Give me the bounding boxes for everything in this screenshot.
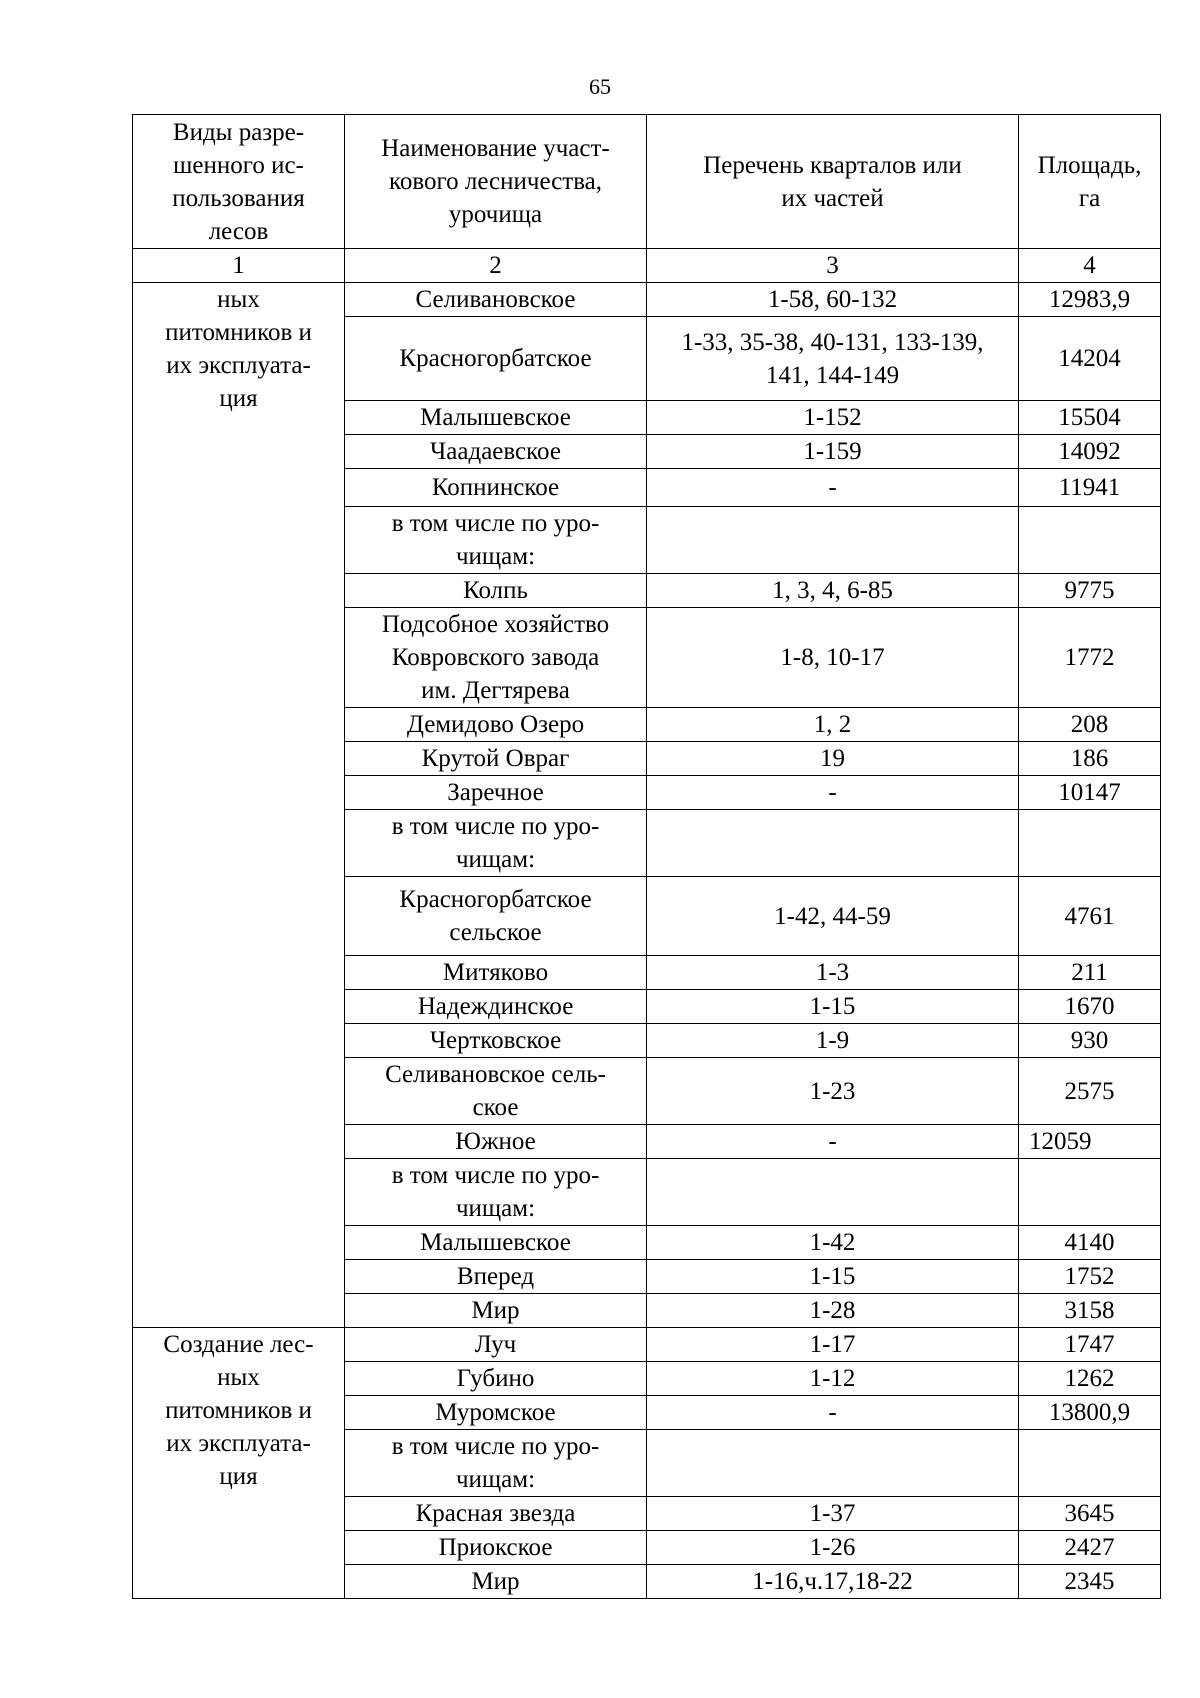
area-cell: 2575 [1019, 1058, 1161, 1125]
area-cell: 930 [1019, 1024, 1161, 1058]
forestry-name-cell: Заречное [345, 776, 647, 810]
column-number: 1 [133, 249, 345, 283]
area-cell: 12059 [1019, 1125, 1161, 1159]
quarters-cell [647, 507, 1019, 574]
area-cell: 13800,9 [1019, 1396, 1161, 1430]
quarters-cell: 1-3 [647, 956, 1019, 990]
forestry-name-cell: Надеждинское [345, 990, 647, 1024]
area-cell: 208 [1019, 708, 1161, 742]
area-cell: 14092 [1019, 435, 1161, 469]
forestry-name-cell: Луч [345, 1328, 647, 1362]
area-cell: 9775 [1019, 574, 1161, 608]
column-number: 3 [647, 249, 1019, 283]
quarters-cell: 1-9 [647, 1024, 1019, 1058]
area-cell: 211 [1019, 956, 1161, 990]
area-cell: 186 [1019, 742, 1161, 776]
area-cell: 4761 [1019, 877, 1161, 956]
forestry-name-cell: Малышевское [345, 1226, 647, 1260]
quarters-cell: 1-28 [647, 1294, 1019, 1328]
forestry-name-cell: Приокское [345, 1531, 647, 1565]
area-cell: 3645 [1019, 1497, 1161, 1531]
quarters-cell: 1, 3, 4, 6-85 [647, 574, 1019, 608]
area-cell: 3158 [1019, 1294, 1161, 1328]
forestry-name-cell: Чаадаевское [345, 435, 647, 469]
quarters-cell: 1-12 [647, 1362, 1019, 1396]
forestry-name-cell: Малышевское [345, 401, 647, 435]
forestry-name-cell: в том числе по уро- чищам: [345, 1159, 647, 1226]
forestry-name-cell: в том числе по уро- чищам: [345, 507, 647, 574]
area-cell: 12983,9 [1019, 283, 1161, 317]
forestry-name-cell: Чертковское [345, 1024, 647, 1058]
area-cell [1019, 810, 1161, 877]
area-cell: 1772 [1019, 608, 1161, 708]
forestry-name-cell: Мир [345, 1565, 647, 1599]
column-number: 4 [1019, 249, 1161, 283]
area-cell: 15504 [1019, 401, 1161, 435]
column-number: 2 [345, 249, 647, 283]
column-number-row [133, 249, 1161, 283]
area-cell [1019, 507, 1161, 574]
forestry-name-cell: Губино [345, 1362, 647, 1396]
quarters-cell: 1-33, 35-38, 40-131, 133-139, 141, 144-149 [647, 317, 1019, 401]
forestry-name-cell: Вперед [345, 1260, 647, 1294]
forestry-name-cell: Подсобное хозяйство Ковровского завода им. Дегтярева [345, 608, 647, 708]
quarters-cell: 19 [647, 742, 1019, 776]
area-cell [1019, 1159, 1161, 1226]
area-cell: 11941 [1019, 469, 1161, 507]
forestry-name-cell: Красногорбатское [345, 317, 647, 401]
forestry-name-cell: Муромское [345, 1396, 647, 1430]
quarters-cell [647, 1430, 1019, 1497]
quarters-cell: 1-58, 60-132 [647, 283, 1019, 317]
forestry-name-cell: Мир [345, 1294, 647, 1328]
quarters-cell: - [647, 469, 1019, 507]
area-cell: 1670 [1019, 990, 1161, 1024]
area-cell: 14204 [1019, 317, 1161, 401]
quarters-cell: 1-16,ч.17,18-22 [647, 1565, 1019, 1599]
quarters-cell: 1-159 [647, 435, 1019, 469]
quarters-cell: 1-8, 10-17 [647, 608, 1019, 708]
quarters-cell [647, 810, 1019, 877]
forestry-name-cell: Митяково [345, 956, 647, 990]
header-forestry-name: Наименование участ- кового лесничества, урочища [345, 115, 647, 249]
quarters-cell: 1-37 [647, 1497, 1019, 1531]
table-body [133, 115, 1161, 1599]
header-quarters-list: Перечень кварталов или их частей [647, 115, 1019, 249]
kind-of-use-cell: ных питомников и их эксплуата- ция [133, 283, 345, 1328]
table-row [133, 1328, 1161, 1362]
area-cell: 1747 [1019, 1328, 1161, 1362]
quarters-cell: 1-42, 44-59 [647, 877, 1019, 956]
forest-use-table [132, 114, 1161, 1599]
quarters-cell: - [647, 1125, 1019, 1159]
area-cell: 2345 [1019, 1565, 1161, 1599]
quarters-cell: 1-152 [647, 401, 1019, 435]
forestry-name-cell: Селивановское сель- ское [345, 1058, 647, 1125]
forestry-name-cell: Колпь [345, 574, 647, 608]
forestry-name-cell: Копнинское [345, 469, 647, 507]
quarters-cell: 1-15 [647, 990, 1019, 1024]
quarters-cell: 1-42 [647, 1226, 1019, 1260]
quarters-cell: 1-23 [647, 1058, 1019, 1125]
forestry-name-cell: в том числе по уро- чищам: [345, 810, 647, 877]
forestry-name-cell: Красногорбатское сельское [345, 877, 647, 956]
quarters-cell: 1-17 [647, 1328, 1019, 1362]
header-kind-of-use: Виды разре- шенного ис- пользования лесов [133, 115, 345, 249]
quarters-cell: 1-15 [647, 1260, 1019, 1294]
forestry-name-cell: Демидово Озеро [345, 708, 647, 742]
area-cell: 4140 [1019, 1226, 1161, 1260]
area-cell: 10147 [1019, 776, 1161, 810]
forestry-name-cell: Крутой Овраг [345, 742, 647, 776]
area-cell: 2427 [1019, 1531, 1161, 1565]
area-cell: 1262 [1019, 1362, 1161, 1396]
quarters-cell: 1, 2 [647, 708, 1019, 742]
forestry-name-cell: в том числе по уро- чищам: [345, 1430, 647, 1497]
area-cell [1019, 1430, 1161, 1497]
header-area: Площадь, га [1019, 115, 1161, 249]
area-cell: 1752 [1019, 1260, 1161, 1294]
forestry-name-cell: Селивановское [345, 283, 647, 317]
header-row [133, 115, 1161, 249]
kind-of-use-cell: Создание лес- ных питомников и их эксплуата- ция [133, 1328, 345, 1599]
forestry-name-cell: Красная звезда [345, 1497, 647, 1531]
quarters-cell: - [647, 1396, 1019, 1430]
quarters-cell [647, 1159, 1019, 1226]
forestry-name-cell: Южное [345, 1125, 647, 1159]
quarters-cell: - [647, 776, 1019, 810]
quarters-cell: 1-26 [647, 1531, 1019, 1565]
table-row [133, 283, 1161, 317]
page-number: 65 [589, 74, 611, 99]
